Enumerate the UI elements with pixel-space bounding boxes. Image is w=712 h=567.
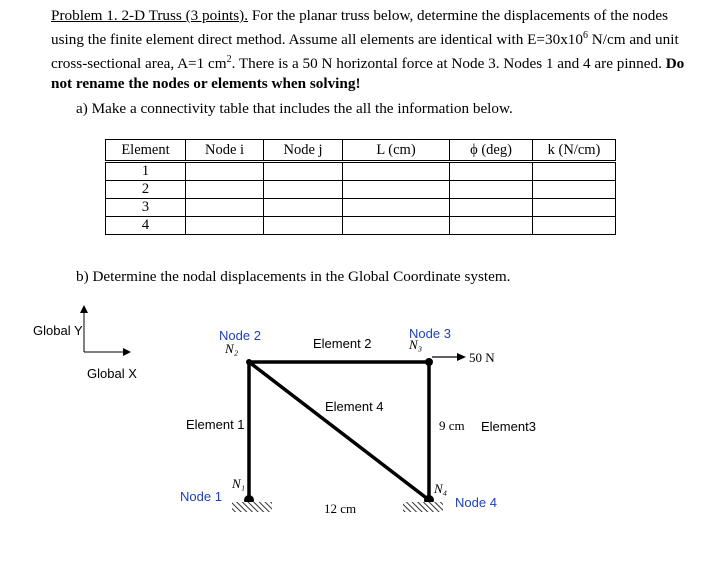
support-node-1 — [232, 502, 272, 512]
node-1-label: Node 1 — [180, 489, 222, 504]
node-2-joint — [246, 359, 252, 365]
problem-text-2: N/cm and unit cross-sectional area, A=1 cm — [51, 31, 679, 73]
force-label: 50 N — [469, 350, 495, 365]
node-3-joint — [425, 358, 433, 366]
element-4-label: Element 4 — [325, 399, 384, 414]
problem-title: Problem 1. 2-D Truss (3 points). — [51, 7, 249, 24]
header-node-j: Node j — [264, 140, 343, 162]
support-node-4 — [403, 502, 443, 512]
problem-text-3: . There is a 50 N horizontal force at Node 3. Nodes 1 and 4 are pinned. — [231, 55, 666, 73]
n2-label: N₂ — [225, 341, 239, 356]
problem-warning: Do not rename the nodes or elements when solving! — [51, 55, 685, 93]
element-cell: 3 — [106, 199, 186, 217]
header-stiffness: k (N/cm) — [533, 140, 616, 162]
global-x-label: Global X — [87, 366, 137, 381]
n4-label: N₄ — [434, 481, 448, 496]
element-4-member — [249, 362, 429, 500]
header-angle: ϕ (deg) — [450, 140, 533, 162]
header-element: Element — [106, 140, 186, 162]
force-arrow — [432, 353, 466, 361]
element-cell: 1 — [106, 162, 186, 181]
node-2-label: Node 2 — [219, 328, 261, 343]
problem-text-1: For the planar truss below, determine the displacements of the nodes using the finite element direct method. Assume all elements are identical with E=30x10 — [51, 7, 668, 49]
part-b: b) Determine the nodal displacements in the Global Coordinate system. — [76, 268, 511, 285]
height-dimension: 9 cm — [439, 418, 465, 433]
element-2-label: Element 2 — [313, 336, 372, 351]
element-cell: 4 — [106, 217, 186, 235]
header-node-i: Node i — [186, 140, 264, 162]
exponent: 6 — [582, 30, 588, 41]
header-length: L (cm) — [343, 140, 450, 162]
n3-label: N₃ — [409, 337, 423, 352]
square-exponent: 2 — [226, 54, 232, 66]
node-4-label: Node 4 — [455, 495, 497, 510]
node-3-label: Node 3 — [409, 326, 451, 341]
global-axes — [80, 305, 131, 356]
global-y-label: Global Y — [33, 323, 83, 338]
element-1-label: Element 1 — [186, 417, 245, 432]
width-dimension: 12 cm — [324, 501, 357, 516]
element-cell: 2 — [106, 181, 186, 199]
part-a: a) Make a connectivity table that includes the all the information below. — [76, 100, 513, 117]
n1-label: N₁ — [232, 476, 246, 491]
element-3-label: Element3 — [481, 419, 536, 434]
